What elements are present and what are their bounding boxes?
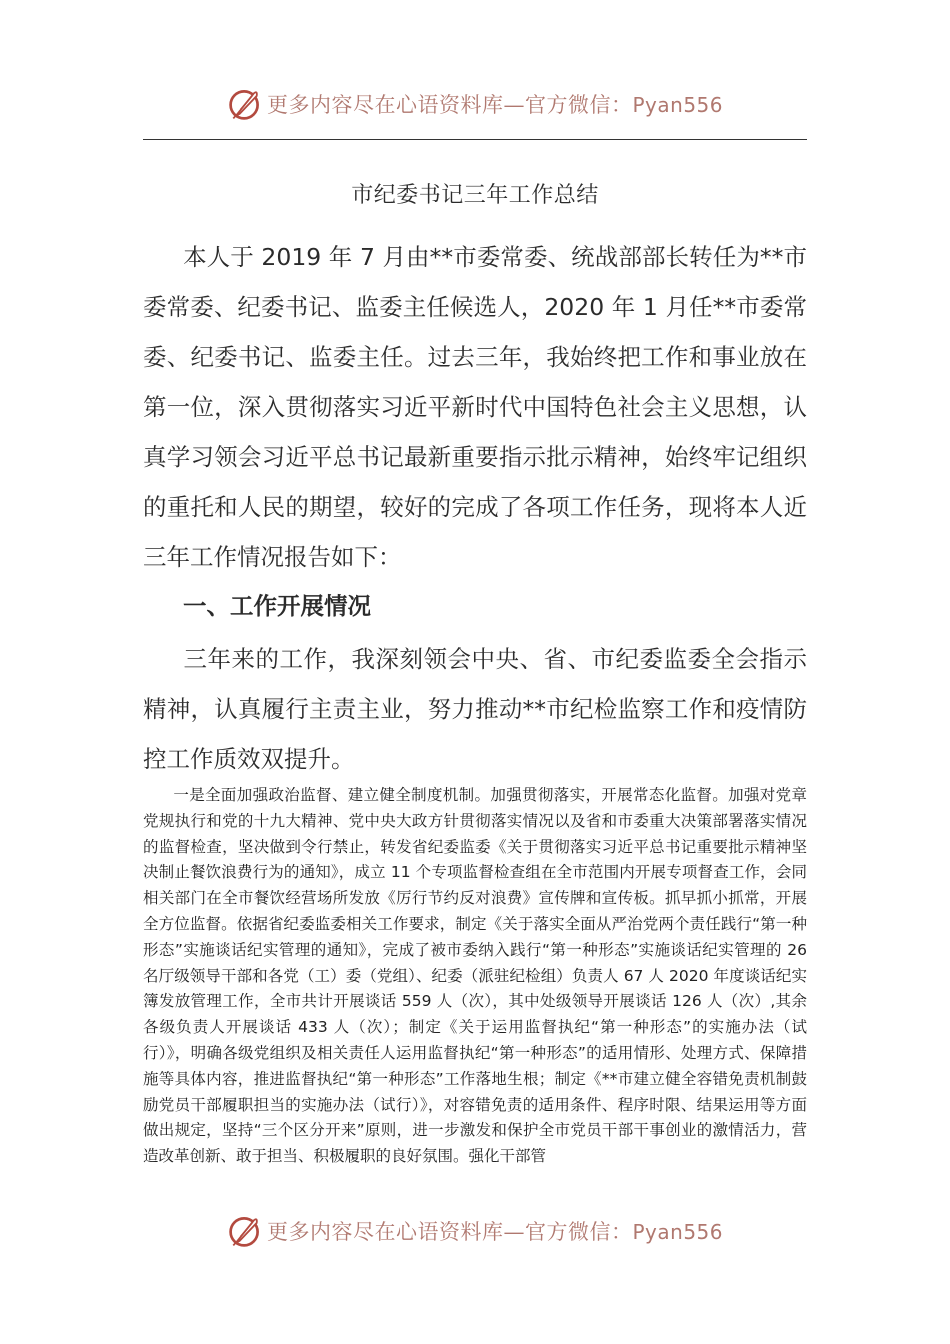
intro-paragraph: 本人于 2019 年 7 月由**市委常委、统战部部长转任为**市委常委、纪委书记、监委主任候选人，2020 年 1 月任**市委常委、纪委书记、监委主任。过去三年，我始终把工作和事业放在第一位，深入贯彻落实习近平新时代中国特色社会主义思想，认真学习领会习近平总书记最新重要指示批示精神，始终牢记组织的重托和人民的期望，较好的完成了各项工作任务，现将本人近三年工作情况报告如下： <box>143 243 807 571</box>
footer-banner <box>0 1211 950 1251</box>
quill-pen-circle-icon <box>227 86 263 122</box>
header-divider <box>143 139 807 140</box>
wechat-id: Pyan556 <box>632 93 723 117</box>
wechat-id: Pyan556 <box>632 1220 723 1244</box>
section-heading: 一、工作开展情况 <box>183 592 371 620</box>
section-intro-paragraph: 三年来的工作，我深刻领会中央、省、市纪委监委全会指示精神，认真履行主责主业，努力推动**市纪检监察工作和疫情防控工作质效双提升。 <box>143 645 807 773</box>
quill-pen-circle-icon <box>227 1213 263 1249</box>
header-banner <box>0 84 950 124</box>
document-title: 市纪委书记三年工作总结 <box>351 183 599 208</box>
banner-text: 更多内容尽在心语资料库—官方微信：Pyan556 <box>266 93 723 117</box>
detail-paragraph: 一是全面加强政治监督、建立健全制度机制。加强贯彻落实，开展常态化监督。加强对党章党规执行和党的十九大精神、党中央大政方针贯彻落实情况以及省和市委重大决策部署落实情况的监督检查，坚决做到令行禁止，转发省纪委监委《关于贯彻落实习近平总书记重要批示精神坚决制止餐饮浪费行为的通知》，成立 11 个专项监督检查组在全市范围内开展专项督查工作，会同相关部门在全市餐饮经营场所发放《厉行节约反对浪费》宣传牌和宣传板。抓早抓小抓常，开展全方位监督。依据省纪委监委相关工作要求，制定《关于落实全面从严治党两个责任践行“第一种形态”实施谈话纪实管理的通知》，完成了被市委纳入践行“第一种形态”实施谈话纪实管理的 26 名厅级领导干部和各党（工）委（党组）、纪委（派驻纪检组）负责人 67 人 2020 年度谈话纪实簿发放管理工作，全市共计开展谈话 559 人（次），其中处级领导开展谈话 126 人（次）,其余各级负责人开展谈话 433 人（次）；制定《关于运用监督执纪“第一种形态”的实施办法（试行）》，明确各级党组织及相关责任人运用监督执纪“第一种形态”的适用情形、处理方式、保障措施等具体内容，推进监督执纪“第一种形态”工作落地生根；制定《**市建立健全容错免责机制鼓励党员干部履职担当的实施办法（试行）》，对容错免责的适用条件、程序时限、结果运用等方面做出规定，坚持“三个区分开来”原则，进一步激发和保护全市党员干部干事创业的激情活力，营造改革创新、敢于担当、积极履职的良好氛围。强化干部管 <box>143 786 807 1166</box>
banner-text: 更多内容尽在心语资料库—官方微信：Pyan556 <box>266 1220 723 1244</box>
